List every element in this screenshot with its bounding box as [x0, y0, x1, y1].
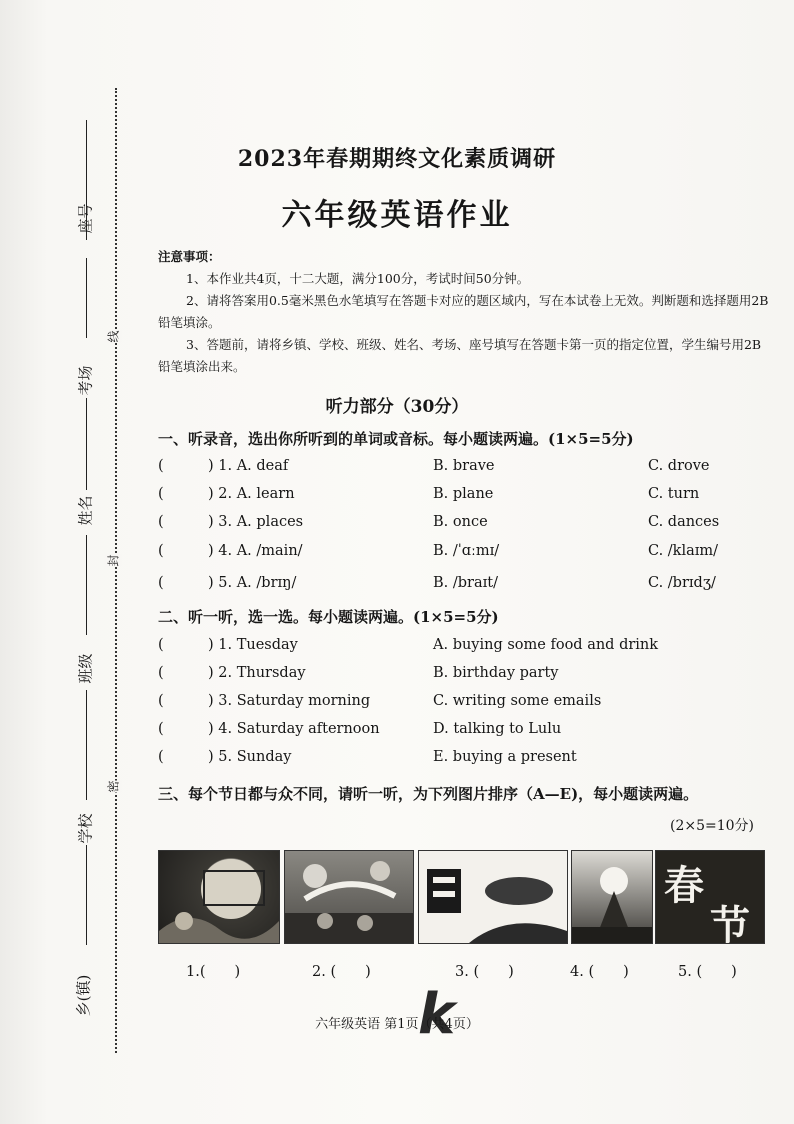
- new-year-artwork: [419, 851, 567, 943]
- mid-autumn-festival-image: [158, 850, 280, 944]
- spring-festival-artwork: [656, 851, 764, 943]
- christmas-artwork: [572, 851, 652, 943]
- question-option-b: B. /braɪt/: [433, 575, 498, 591]
- question-row: [158, 458, 758, 482]
- question-row: [158, 749, 758, 773]
- seat-number-label: 座号: [76, 203, 95, 234]
- exam-room-label: 考场: [76, 365, 95, 396]
- question-activity: B. birthday party: [433, 665, 559, 681]
- section1-heading: 一、听录音，选出你所听到的单词或音标。每小题读两遍。(1×5=5分): [158, 430, 634, 448]
- page-footer: 六年级英语 第1页（共4页）: [315, 1017, 479, 1032]
- question-row: [158, 486, 758, 510]
- question-option-c: C. /klaɪm/: [648, 543, 719, 559]
- mid-autumn-artwork: [159, 851, 279, 943]
- question-option-b: B. /ˈɑːmɪ/: [433, 543, 500, 559]
- answer-paren[interactable]: (: [158, 665, 164, 681]
- question-day: ) 3. Saturday morning: [208, 693, 371, 709]
- cut-mark-line: 线: [106, 330, 121, 343]
- christmas-image: [571, 850, 653, 944]
- picture-answer-2[interactable]: 2. ( ): [312, 964, 371, 980]
- exam-title: 2023年春期期终文化素质调研: [237, 146, 557, 172]
- class-label: 班级: [76, 653, 95, 684]
- question-day: ) 5. Sunday: [208, 749, 292, 765]
- question-row: [158, 665, 758, 689]
- picture-answer-4[interactable]: 4. ( ): [570, 964, 629, 980]
- exam-room-line: [86, 258, 87, 338]
- question-row: [158, 721, 758, 745]
- notes-heading: 注意事项：: [158, 249, 221, 264]
- question-activity: C. writing some emails: [433, 693, 602, 709]
- school-label: 学校: [76, 813, 95, 844]
- question-row: [158, 514, 758, 538]
- new-year-image: [418, 850, 568, 944]
- exam-subtitle: 六年级英语作业: [281, 198, 513, 233]
- question-option-a: ) 2. A. learn: [208, 486, 295, 502]
- question-day: ) 2. Thursday: [208, 665, 306, 681]
- svg-text:春: 春: [664, 862, 704, 909]
- answer-paren[interactable]: (: [158, 721, 164, 737]
- question-activity: A. buying some food and drink: [433, 637, 659, 653]
- childrens-day-image: [284, 850, 414, 944]
- township-label: 乡(镇): [74, 974, 93, 1017]
- note-item: 3、答题前，请将乡镇、学校、班级、姓名、考场、座号填写在答题卡第一页的指定位置，学生编号用2B铅笔填涂出来。: [158, 337, 762, 374]
- watermark-letter: k: [418, 982, 456, 1047]
- note-item: 1、本作业共4页，十二大题，满分100分，考试时间50分钟。: [186, 271, 530, 286]
- svg-text:节: 节: [710, 902, 750, 943]
- township-line: [86, 845, 87, 945]
- question-row: [158, 575, 758, 599]
- answer-paren[interactable]: (: [158, 693, 164, 709]
- listening-section-header: 听力部分（30分）: [325, 397, 469, 417]
- question-option-c: C. drove: [648, 458, 710, 474]
- childrens-day-artwork: [285, 851, 413, 943]
- name-label: 姓名: [76, 495, 95, 526]
- school-line: [86, 690, 87, 800]
- answer-paren[interactable]: (: [158, 486, 164, 502]
- picture-answer-5[interactable]: 5. ( ): [678, 964, 737, 980]
- question-day: ) 1. Tuesday: [208, 637, 298, 653]
- question-option-b: B. once: [433, 514, 488, 530]
- question-option-c: C. /brɪdʒ/: [648, 575, 716, 591]
- question-row: [158, 637, 758, 661]
- note-item: 2、请将答案用0.5毫米黑色水笔填写在答题卡对应的题区域内，写在本试卷上无效。判断题和选择题用2B铅笔填涂。: [158, 293, 769, 330]
- question-option-c: C. dances: [648, 514, 720, 530]
- cut-mark-secret: 密: [106, 780, 121, 793]
- section3-heading: 三、每个节日都与众不同，请听一听，为下列图片排序（A—E)，每小题读两遍。: [158, 785, 699, 803]
- spring-festival-image: [655, 850, 765, 944]
- question-day: ) 4. Saturday afternoon: [208, 721, 380, 737]
- question-option-b: B. brave: [433, 458, 495, 474]
- answer-paren[interactable]: (: [158, 458, 164, 474]
- question-activity: E. buying a present: [433, 749, 577, 765]
- picture-answer-1[interactable]: 1.( ): [186, 964, 241, 980]
- cut-mark-seal: 封: [106, 554, 121, 567]
- section3-score: (2×5=10分): [669, 818, 754, 834]
- answer-paren[interactable]: (: [158, 514, 164, 530]
- question-activity: D. talking to Lulu: [433, 721, 562, 737]
- class-line: [86, 535, 87, 635]
- question-row: [158, 693, 758, 717]
- section2-heading: 二、听一听，选一选。每小题读两遍。(1×5=5分): [158, 608, 499, 626]
- question-option-b: B. plane: [433, 486, 494, 502]
- answer-paren[interactable]: (: [158, 575, 164, 591]
- picture-answer-3[interactable]: 3. ( ): [455, 964, 514, 980]
- answer-paren[interactable]: (: [158, 543, 164, 559]
- question-option-a: ) 4. A. /main/: [208, 543, 303, 559]
- question-option-a: ) 5. A. /brɪŋ/: [208, 575, 297, 591]
- question-option-c: C. turn: [648, 486, 700, 502]
- question-option-a: ) 3. A. places: [208, 514, 304, 530]
- answer-paren[interactable]: (: [158, 637, 164, 653]
- question-row: [158, 543, 758, 567]
- answer-paren[interactable]: (: [158, 749, 164, 765]
- notes-block: [158, 246, 770, 378]
- question-option-a: ) 1. A. deaf: [208, 458, 289, 474]
